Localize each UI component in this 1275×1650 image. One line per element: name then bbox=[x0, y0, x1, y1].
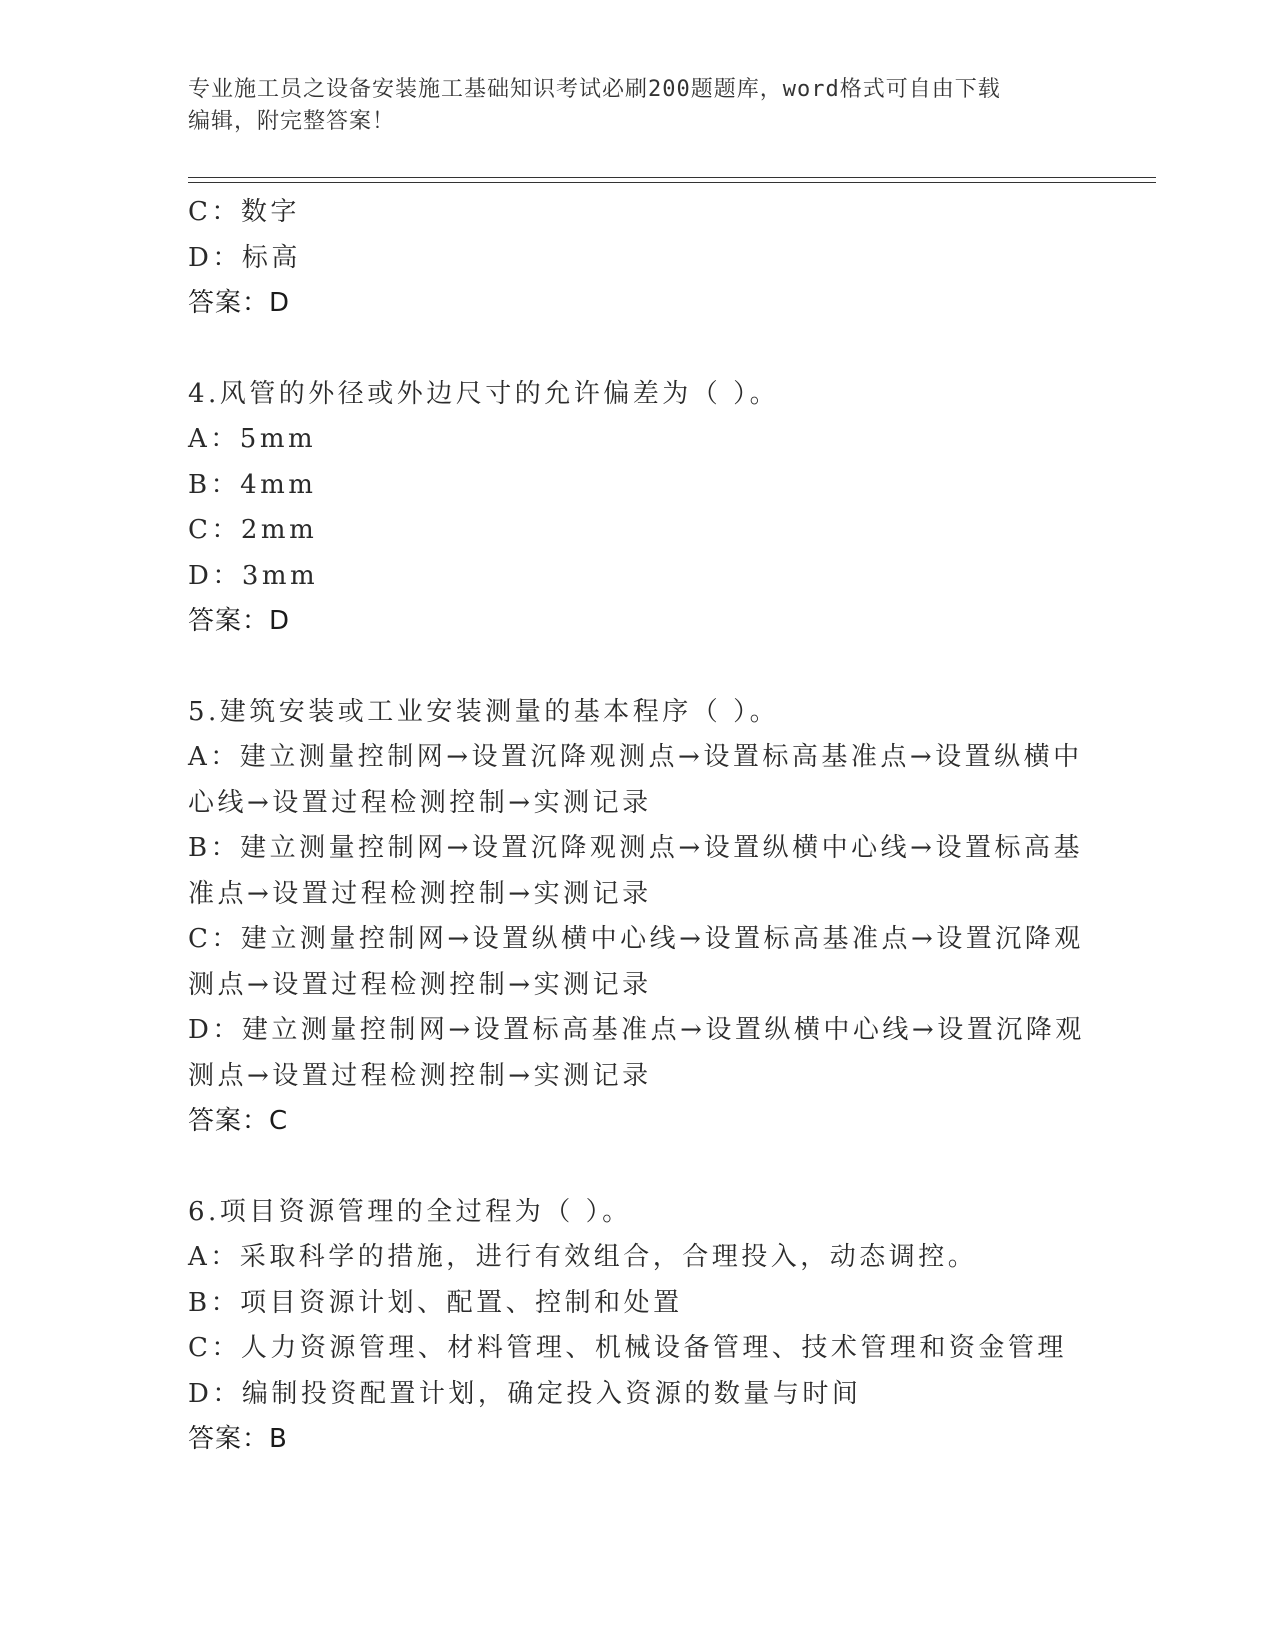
header-divider-bottom bbox=[188, 182, 1156, 183]
question-4 bbox=[188, 372, 1148, 645]
question-stem: 4.风管的外径或外边尺寸的允许偏差为（ ）。 bbox=[188, 378, 780, 409]
option-b-line-2: 准点→设置过程检测控制→实测记录 bbox=[188, 878, 652, 909]
option-c: C：数字 bbox=[188, 197, 300, 227]
option-c: C：2mm bbox=[188, 515, 318, 545]
option-c: C：人力资源管理、材料管理、机械设备管理、技术管理和资金管理 bbox=[188, 1333, 1067, 1363]
option-d-line-2: 测点→设置过程检测控制→实测记录 bbox=[188, 1060, 652, 1091]
question-stem: 6.项目资源管理的全过程为（ ）。 bbox=[188, 1196, 632, 1227]
answer-line: 答案：B bbox=[188, 1424, 288, 1454]
document-header bbox=[188, 74, 1088, 138]
option-b: B：项目资源计划、配置、控制和处置 bbox=[188, 1287, 683, 1318]
option-d: D：3mm bbox=[188, 560, 319, 591]
option-d: D：标高 bbox=[188, 242, 301, 273]
option-d: D：编制投资配置计划，确定投入资源的数量与时间 bbox=[188, 1378, 862, 1409]
header-title-line-1: 专业施工员之设备安装施工基础知识考试必刷200题题库，word格式可自由下载 bbox=[188, 77, 1001, 102]
answer-line: 答案：D bbox=[188, 288, 291, 318]
spacer bbox=[188, 327, 1148, 372]
spacer bbox=[188, 645, 1148, 690]
option-a: A：采取科学的措施，进行有效组合，合理投入，动态调控。 bbox=[188, 1242, 978, 1272]
option-a-line-2: 心线→设置过程检测控制→实测记录 bbox=[188, 787, 652, 818]
option-a-line-1: A：建立测量控制网→设置沉降观测点→设置标高基准点→设置纵横中 bbox=[188, 742, 1083, 772]
option-b: B：4mm bbox=[188, 469, 317, 500]
option-d-line-1: D：建立测量控制网→设置标高基准点→设置纵横中心线→设置沉降观 bbox=[188, 1015, 1085, 1045]
question-5 bbox=[188, 690, 1148, 1145]
option-c-line-1: C：建立测量控制网→设置纵横中心线→设置标高基准点→设置沉降观 bbox=[188, 924, 1084, 954]
option-b-line-1: B：建立测量控制网→设置沉降观测点→设置纵横中心线→设置标高基 bbox=[188, 833, 1083, 863]
spacer bbox=[188, 1145, 1148, 1190]
option-a: A：5mm bbox=[188, 424, 317, 454]
question-list bbox=[188, 190, 1148, 1463]
answer-line: 答案：C bbox=[188, 1106, 289, 1136]
option-c-line-2: 测点→设置过程检测控制→实测记录 bbox=[188, 969, 652, 1000]
question-stem: 5.建筑安装或工业安装测量的基本程序（ ）。 bbox=[188, 696, 780, 727]
answer-line: 答案：D bbox=[188, 606, 291, 636]
question-6 bbox=[188, 1190, 1148, 1463]
header-title-line-2: 编辑，附完整答案！ bbox=[188, 109, 396, 134]
header-divider-top bbox=[188, 177, 1156, 178]
partial-question bbox=[188, 190, 1148, 327]
